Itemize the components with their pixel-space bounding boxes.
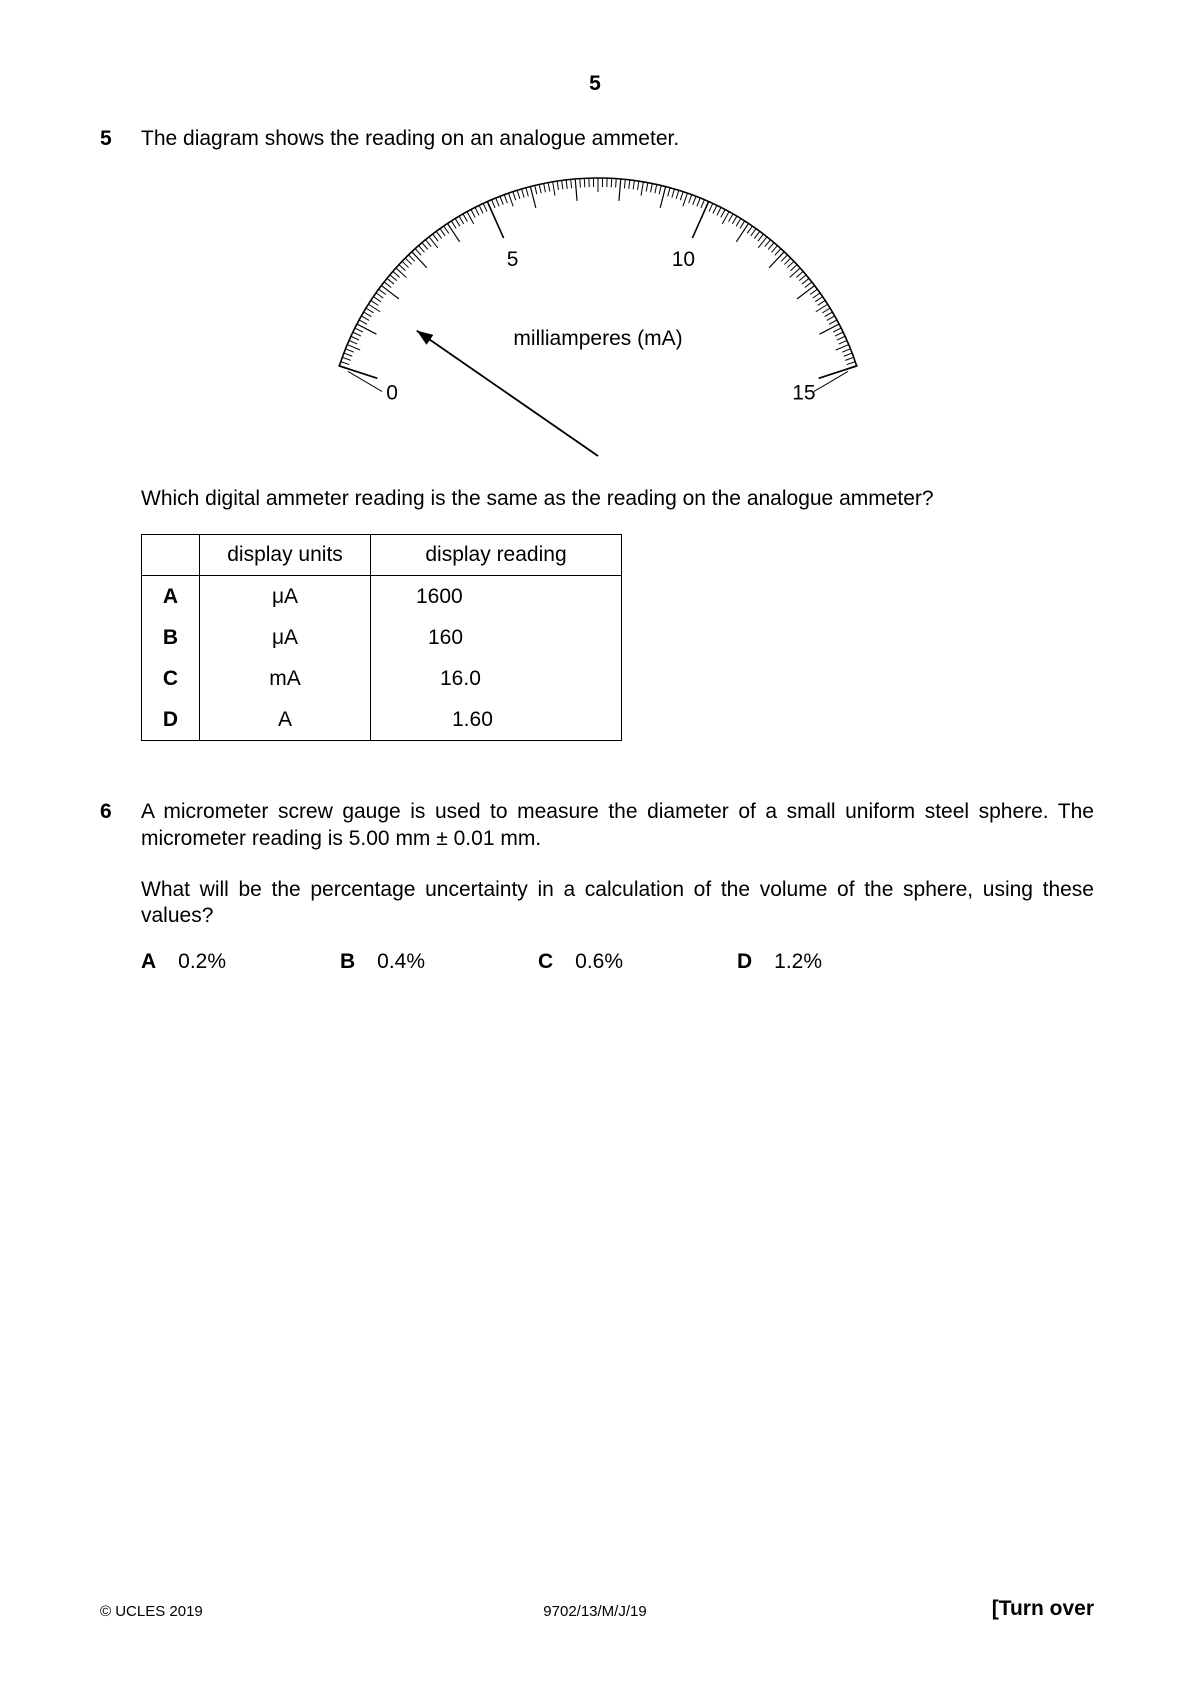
question-5-number: 5 <box>100 127 112 150</box>
scale-tick <box>341 362 350 365</box>
scale-tick <box>689 195 692 203</box>
scale-tick <box>668 188 670 197</box>
scale-tick <box>839 340 847 344</box>
page-number: 5 <box>589 72 601 95</box>
scale-tick <box>825 312 833 317</box>
scale-tick <box>346 349 354 352</box>
scale-tick <box>436 231 441 238</box>
table-row <box>142 576 622 618</box>
scale-tick <box>740 221 745 229</box>
scale-tick <box>381 286 399 299</box>
scale-tick <box>638 181 639 190</box>
table-row <box>142 617 622 658</box>
scale-tick <box>701 200 705 208</box>
scale-tick <box>787 261 793 267</box>
meter-unit-label: milliamperes (mA) <box>513 327 683 350</box>
scale-tick <box>390 275 397 281</box>
row-units: μA <box>200 576 371 618</box>
table-header-row <box>142 535 622 576</box>
row-letter: D <box>142 699 200 741</box>
scale-tick <box>500 196 503 204</box>
scale-tick <box>697 198 700 206</box>
scale-tick <box>426 240 432 247</box>
row-units: A <box>200 699 371 741</box>
scale-end-line <box>338 366 348 369</box>
row-letter: C <box>142 658 200 699</box>
table-header-units: display units <box>200 535 371 576</box>
option-letter: A <box>141 950 157 973</box>
question-6-text-line2: micrometer reading is 5.00 mm ± 0.01 mm. <box>141 827 542 850</box>
scale-tick <box>847 362 856 365</box>
scale-tick <box>371 300 379 305</box>
scale-tick <box>376 293 383 298</box>
scale-end-line <box>847 366 857 369</box>
scale-tick <box>835 332 843 336</box>
scale-tick <box>836 345 849 350</box>
scale-tick <box>415 249 421 256</box>
scale-tick <box>765 240 771 247</box>
scale-tick <box>655 184 657 193</box>
scale-tick <box>713 205 717 213</box>
scale-tick <box>557 181 558 190</box>
scale-tick <box>772 246 778 253</box>
scale-tick <box>509 193 514 206</box>
scale-tick <box>571 179 572 188</box>
scale-tick <box>384 282 391 288</box>
scale-tick <box>732 216 737 224</box>
option-a <box>141 950 226 974</box>
scale-tick <box>683 193 688 206</box>
scale-tick <box>802 278 809 284</box>
option-value: 0.4% <box>377 950 426 973</box>
scale-tick <box>758 234 763 241</box>
footer-copyright: © UCLES 2019 <box>100 1603 203 1620</box>
turn-over: [Turn over <box>991 1597 1094 1620</box>
scale-tick <box>693 196 696 204</box>
scale-tick <box>347 345 360 350</box>
scale-tick <box>844 353 852 356</box>
scale-tick <box>754 231 759 238</box>
option-letter: B <box>340 950 356 973</box>
option-value: 1.2% <box>774 950 823 973</box>
scale-tick <box>530 187 535 208</box>
row-units: μA <box>200 617 371 658</box>
row-reading: 16.0 <box>440 666 481 690</box>
scale-tick <box>736 219 741 227</box>
table-row <box>142 658 622 699</box>
scale-tick <box>721 209 725 217</box>
scale-tick <box>775 249 781 256</box>
answer-table <box>141 534 622 741</box>
meter-end-lines <box>338 366 857 369</box>
scale-tick <box>496 198 499 206</box>
scale-tick <box>624 179 625 188</box>
scale-tick <box>419 246 425 253</box>
footer-paper-code: 9702/13/M/J/19 <box>543 1603 647 1620</box>
scale-tick <box>373 297 380 302</box>
row-letter: A <box>142 576 200 618</box>
scale-tick <box>471 209 475 217</box>
table-header-reading: display reading <box>371 535 622 576</box>
scale-tick <box>364 312 372 317</box>
scale-tick <box>393 271 400 277</box>
scale-tick <box>717 207 721 215</box>
row-reading: 160 <box>428 625 464 649</box>
scale-tick <box>451 221 456 229</box>
scale-tick <box>387 278 394 284</box>
scale-tick <box>810 289 817 294</box>
question-5-prompt: Which digital ammeter reading is the same as the reading on the analogue ammeter? <box>141 487 934 510</box>
question-6-number: 6 <box>100 800 112 823</box>
option-value: 0.6% <box>575 950 624 973</box>
question-6-prompt-line1: What will be the percentage uncertainty in a calculation of the volume of the sphere, using these <box>141 878 1094 901</box>
scale-tick <box>616 179 617 188</box>
scale-tick <box>357 324 376 334</box>
scale-label: 5 <box>506 248 519 272</box>
scale-tick <box>475 207 479 215</box>
scale-tick <box>747 226 752 233</box>
option-c <box>538 950 623 974</box>
scale-tick <box>409 255 415 261</box>
scale-tick <box>447 223 459 241</box>
scale-label: 10 <box>671 248 696 272</box>
scale-tick <box>344 353 352 356</box>
scale-tick <box>751 229 756 236</box>
scale-tick <box>736 223 748 241</box>
scale-tick <box>539 184 541 193</box>
row-reading: 1.60 <box>452 707 493 731</box>
scale-tick <box>444 226 449 233</box>
scale-tick <box>815 297 822 302</box>
scale-tick <box>433 234 438 241</box>
scale-label: 15 <box>792 381 816 405</box>
scale-tick <box>659 185 661 194</box>
scale-tick <box>660 187 665 208</box>
row-letter: B <box>142 617 200 658</box>
scale-tick <box>822 308 830 313</box>
option-b <box>340 950 425 974</box>
scale-tick <box>361 316 369 320</box>
scale-tick <box>619 179 621 201</box>
scale-tick <box>676 190 679 199</box>
option-value: 0.2% <box>178 950 227 973</box>
scale-tick <box>562 180 563 189</box>
scale-tick <box>353 332 361 336</box>
scale-tick <box>553 182 555 196</box>
scale-tick <box>796 271 803 277</box>
scale-tick <box>440 229 445 236</box>
scale-tick <box>522 189 525 198</box>
option-letter: D <box>737 950 753 973</box>
scale-tick <box>692 202 708 239</box>
scale-tick <box>483 203 487 211</box>
scale-tick <box>784 258 790 264</box>
scale-tick <box>827 316 835 320</box>
scale-tick <box>412 252 427 268</box>
scale-tick <box>487 202 503 239</box>
needle-arrowhead <box>417 331 434 345</box>
scale-tick <box>342 357 350 360</box>
scale-tick <box>492 200 496 208</box>
scale-tick <box>479 205 483 213</box>
scale-tick <box>629 180 630 189</box>
scale-tick <box>842 349 850 352</box>
scale-tick <box>646 183 648 192</box>
scale-tick <box>790 265 797 271</box>
scale-tick <box>535 185 537 194</box>
scale-tick <box>641 182 643 196</box>
scale-tick <box>781 255 787 261</box>
scale-label: 0 <box>386 381 398 405</box>
scale-tick <box>402 261 408 267</box>
option-d <box>737 950 822 974</box>
question-6-prompt-line2: values? <box>141 904 214 927</box>
scale-tick <box>359 320 367 324</box>
scale-tick <box>580 179 581 188</box>
scale-tick <box>651 183 653 192</box>
scale-tick <box>768 243 774 250</box>
row-reading: 1600 <box>416 584 463 608</box>
scale-tick <box>799 275 806 281</box>
option-letter: C <box>538 950 554 973</box>
ammeter-dial <box>0 0 1190 470</box>
scale-tick <box>405 258 411 264</box>
scale-tick <box>513 192 516 201</box>
scale-tick <box>818 300 826 305</box>
table-header-blank <box>142 535 200 576</box>
scale-tick <box>709 203 713 211</box>
question-5-text: The diagram shows the reading on an analogue ammeter. <box>141 127 680 150</box>
scale-tick <box>544 183 546 192</box>
scale-tick <box>349 340 357 344</box>
scale-tick <box>680 192 683 201</box>
scale-tick <box>422 243 428 250</box>
scale-tick <box>805 282 812 288</box>
scale-tick <box>379 289 386 294</box>
scale-tick <box>355 328 363 332</box>
scale-tick <box>459 216 464 224</box>
question-6-text-line1: A micrometer screw gauge is used to measure the diameter of a small uniform steel sphere. The <box>141 800 1094 823</box>
scale-tick <box>399 265 406 271</box>
scale-tick <box>633 180 634 189</box>
scale-tick <box>845 357 853 360</box>
scale-tick <box>548 183 550 192</box>
row-units: mA <box>200 658 371 699</box>
scale-tick <box>769 252 784 268</box>
scale-tick <box>833 328 841 332</box>
table-row <box>142 699 622 741</box>
scale-tick <box>813 293 820 298</box>
scale-tick <box>504 195 507 203</box>
scale-tick <box>672 189 675 198</box>
scale-tick <box>366 308 374 313</box>
scale-tick <box>729 214 733 222</box>
scale-tick <box>829 320 837 324</box>
scale-tick <box>517 190 520 199</box>
scale-tick <box>566 180 567 189</box>
scale-tick <box>455 219 460 227</box>
scale-tick <box>837 336 845 340</box>
scale-tick <box>820 324 839 334</box>
scale-tick <box>463 214 467 222</box>
scale-tick <box>526 188 528 197</box>
scale-tick <box>351 336 359 340</box>
scale-tick <box>797 286 815 299</box>
scale-tick <box>575 179 577 201</box>
